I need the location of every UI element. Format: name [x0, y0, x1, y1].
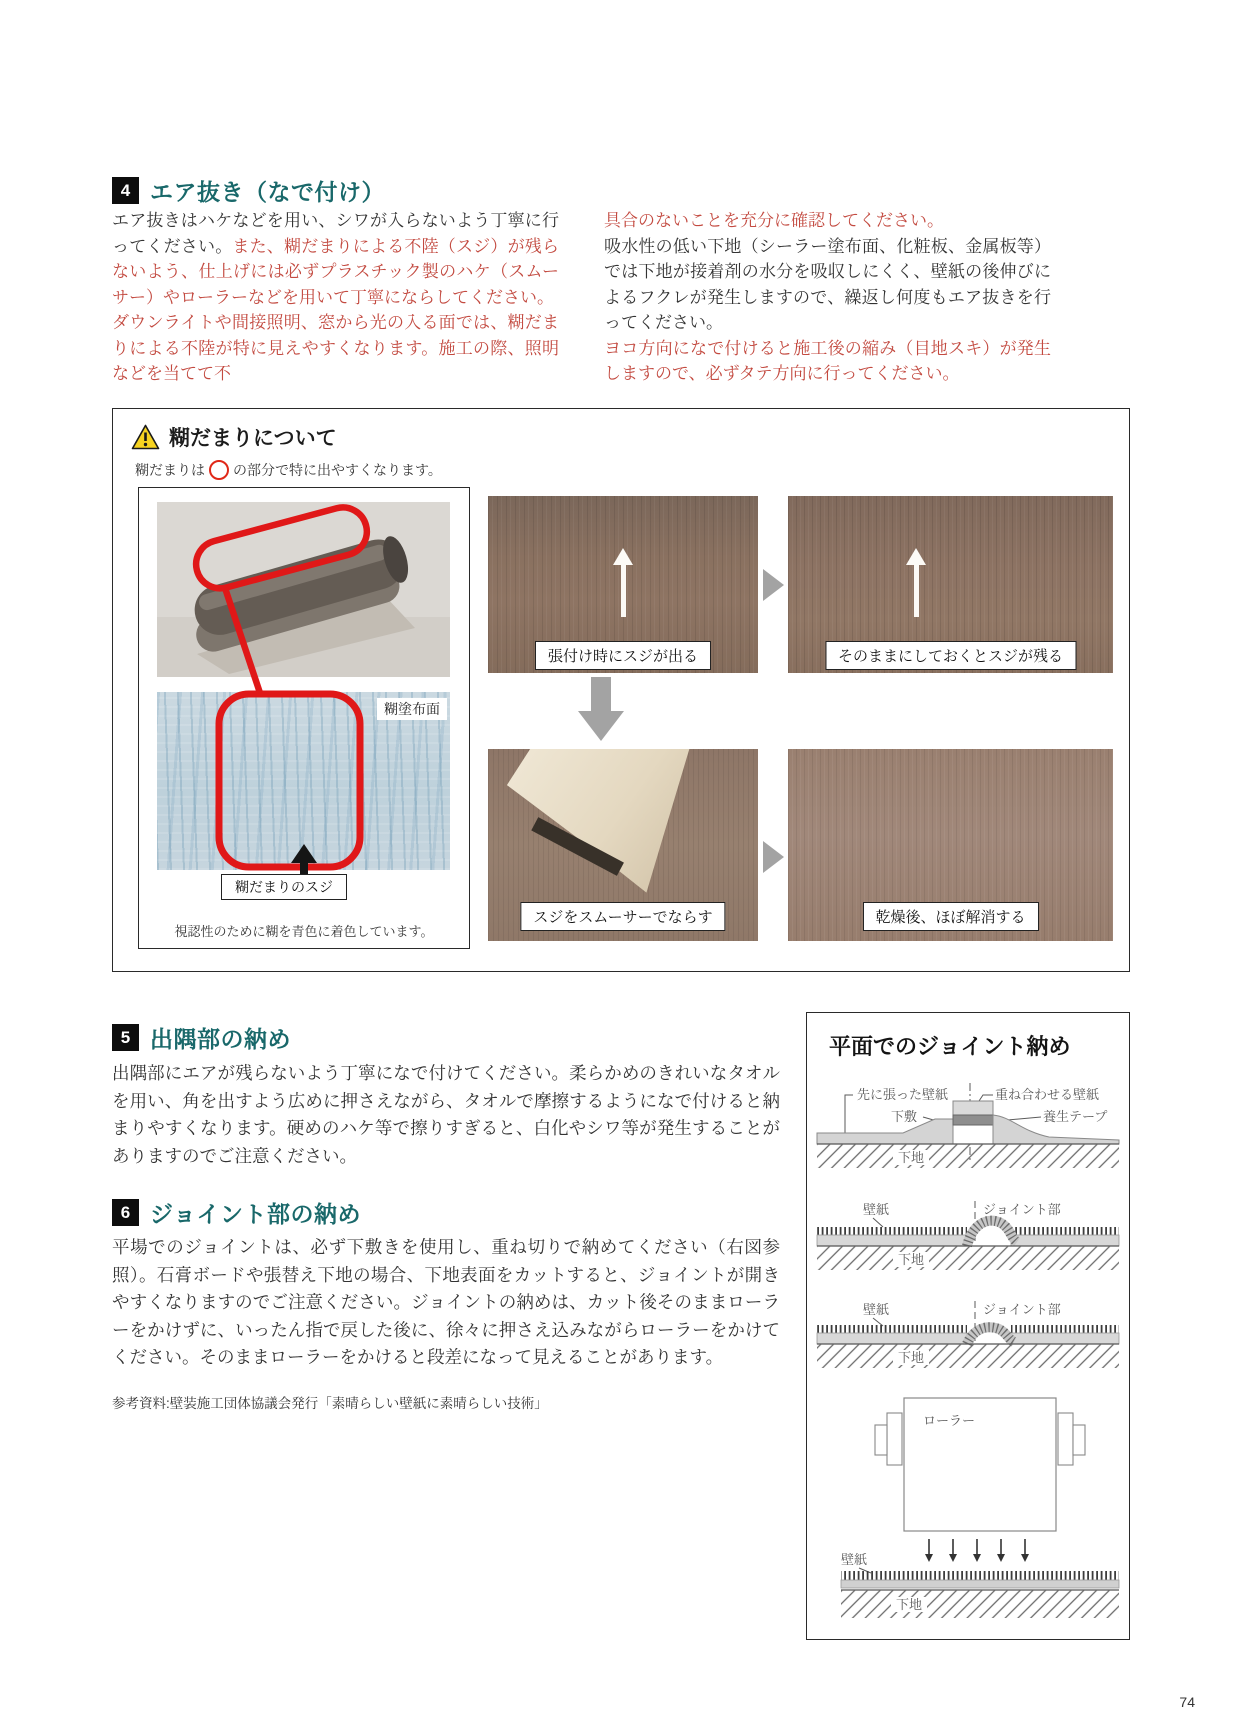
section-4-title: エア抜き（なで付け） — [150, 179, 385, 205]
glue-warning-box — [112, 408, 1130, 972]
diagram-overlap-cut — [817, 1083, 1119, 1168]
next-step-arrow-icon — [763, 569, 784, 601]
section-4-right-column — [604, 208, 1051, 387]
rolled-wallpaper-illustration — [157, 502, 450, 677]
glue-figure-caption: 視認性のために糊を青色に着色しています。 — [174, 924, 434, 939]
label-substrate: 下地 — [895, 1597, 923, 1612]
pressure-arrows — [929, 1539, 1025, 1555]
step-photo-1 — [488, 496, 758, 673]
up-arrow-icon — [905, 548, 927, 617]
red-circle-icon — [209, 460, 229, 480]
warning-box-subtitle — [135, 460, 442, 480]
section-6-body: 平場でのジョイントは、必ず下敷きを使用し、重ね切りで納めてください（右図参照）。石膏ボードや張替え下地の場合、下地表面をカットすると、ジョイントが開きやすくなりますのでご注意ください。ジョイントの納めは、カット後そのままローラーをかけずに、いったん指で戻した後に、徐々に押さえ込みながらローラーをかけてください。そのままローラーをかけると段差になって見えることがあります。 — [112, 1237, 780, 1367]
section-5-heading — [112, 1021, 291, 1054]
glue-figure-box — [138, 487, 470, 949]
photo-caption: そのままにしておくとスジが残る — [825, 641, 1076, 670]
label-wallpaper: 壁紙 — [841, 1552, 868, 1567]
step-photo-4 — [788, 749, 1113, 941]
glue-streak-tag: 糊だまりのスジ — [221, 874, 347, 900]
subtitle-text: 糊だまりは — [135, 462, 205, 478]
warning-icon — [131, 424, 160, 450]
label-wallpaper: 壁紙 — [863, 1302, 890, 1317]
label-roller: ローラー — [923, 1413, 976, 1428]
section-5-body: 出隅部にエアが残らないよう丁寧になで付けてください。柔らかめのきれいなタオルを用い、角を出すよう広めに押さえながら、タオルで摩擦するようになで付けると納まりやすくなります。硬めのハケ等で擦りすぎると、白化やシワ等が発生することがありますのでご注意ください。 — [112, 1063, 780, 1166]
label-masking-tape: 養生テープ — [1043, 1109, 1108, 1124]
label-joint: ジョイント部 — [983, 1302, 1061, 1317]
diagram-joint-pressed — [817, 1301, 1119, 1368]
label-wallpaper: 壁紙 — [863, 1202, 890, 1217]
pressure-arrowheads — [925, 1554, 1029, 1562]
joint-box-title: 平面でのジョイント納め — [829, 1034, 1071, 1059]
section-6-number-badge: 6 — [112, 1199, 139, 1226]
up-arrow-icon — [612, 548, 634, 617]
text-red: ヨコ方向になで付けると施工後の縮み（目地スキ）が発生しますので、必ずタテ方向に行ってください。 — [604, 338, 1051, 383]
section-4-left-column — [112, 208, 559, 387]
photo-caption: スジをスムーサーでならす — [520, 902, 725, 931]
section-6-heading — [112, 1196, 361, 1229]
glue-surface-label: 糊塗布面 — [377, 698, 447, 720]
photo-caption: 張付け時にスジが出る — [535, 641, 711, 670]
label-substrate: 下地 — [897, 1350, 925, 1365]
label-substrate: 下地 — [897, 1252, 925, 1267]
warning-box-title: 糊だまりについて — [169, 427, 337, 450]
rolled-wallpaper-photo — [157, 502, 450, 677]
step-photo-2 — [788, 496, 1113, 673]
diagram-roller — [841, 1398, 1119, 1618]
photo-caption: 乾燥後、ほぼ解消する — [862, 902, 1038, 931]
down-step-arrow-icon — [578, 677, 624, 741]
text-red: また、糊だまりによる不陸（スジ）が残らないよう、仕上げには必ずプラスチック製のハケ（スムーサー）やローラーなどを用いて丁寧にならしてください。 — [112, 236, 560, 307]
page-number: 74 — [1179, 1694, 1195, 1710]
diagram-joint-open — [817, 1201, 1119, 1270]
section-6-title: ジョイント部の納め — [150, 1201, 362, 1227]
label-underlay: 下敷 — [891, 1109, 918, 1124]
paragraph — [112, 208, 559, 310]
label-first-wallpaper: 先に張った壁紙 — [857, 1087, 949, 1102]
text-black: エア抜きはハケなどを用い、シワが入らないよう丁寧に行ってください。 — [112, 211, 559, 256]
label-substrate: 下地 — [897, 1150, 925, 1165]
section-4-number-badge: 4 — [112, 177, 139, 204]
text-black: 吸水性の低い下地（シーラー塗布面、化粧板、金属板等）では下地が接着剤の水分を吸収しにくく、壁紙の後伸びによるフクレが発生しますので、繰返し何度もエア抜きを行ってください。 — [604, 236, 1051, 332]
text-red: 具合のないことを充分に確認してください。 — [604, 211, 944, 230]
section-5-number-badge: 5 — [112, 1024, 139, 1051]
section-5-title: 出隅部の納め — [150, 1026, 291, 1052]
step-photo-3 — [488, 749, 758, 941]
section-4-heading — [112, 174, 385, 207]
label-overlap-wallpaper: 重ね合わせる壁紙 — [995, 1087, 1100, 1102]
glue-surface-photo — [157, 692, 450, 870]
subtitle-text: の部分で特に出やすくなります。 — [233, 462, 442, 478]
reference-note: 参考資料:壁装施工団体協議会発行「素晴らしい壁紙に素晴らしい技術」 — [112, 1396, 548, 1411]
label-joint: ジョイント部 — [983, 1202, 1061, 1217]
joint-diagrams — [807, 1013, 1129, 1639]
joint-diagram-box — [806, 1012, 1130, 1640]
next-step-arrow-icon — [763, 841, 784, 873]
text-red: ダウンライトや間接照明、窓から光の入る面では、糊だまりによる不陸が特に見えやすくなります。施工の際、照明などを当てて不 — [112, 313, 559, 383]
warning-title-row — [131, 422, 337, 452]
